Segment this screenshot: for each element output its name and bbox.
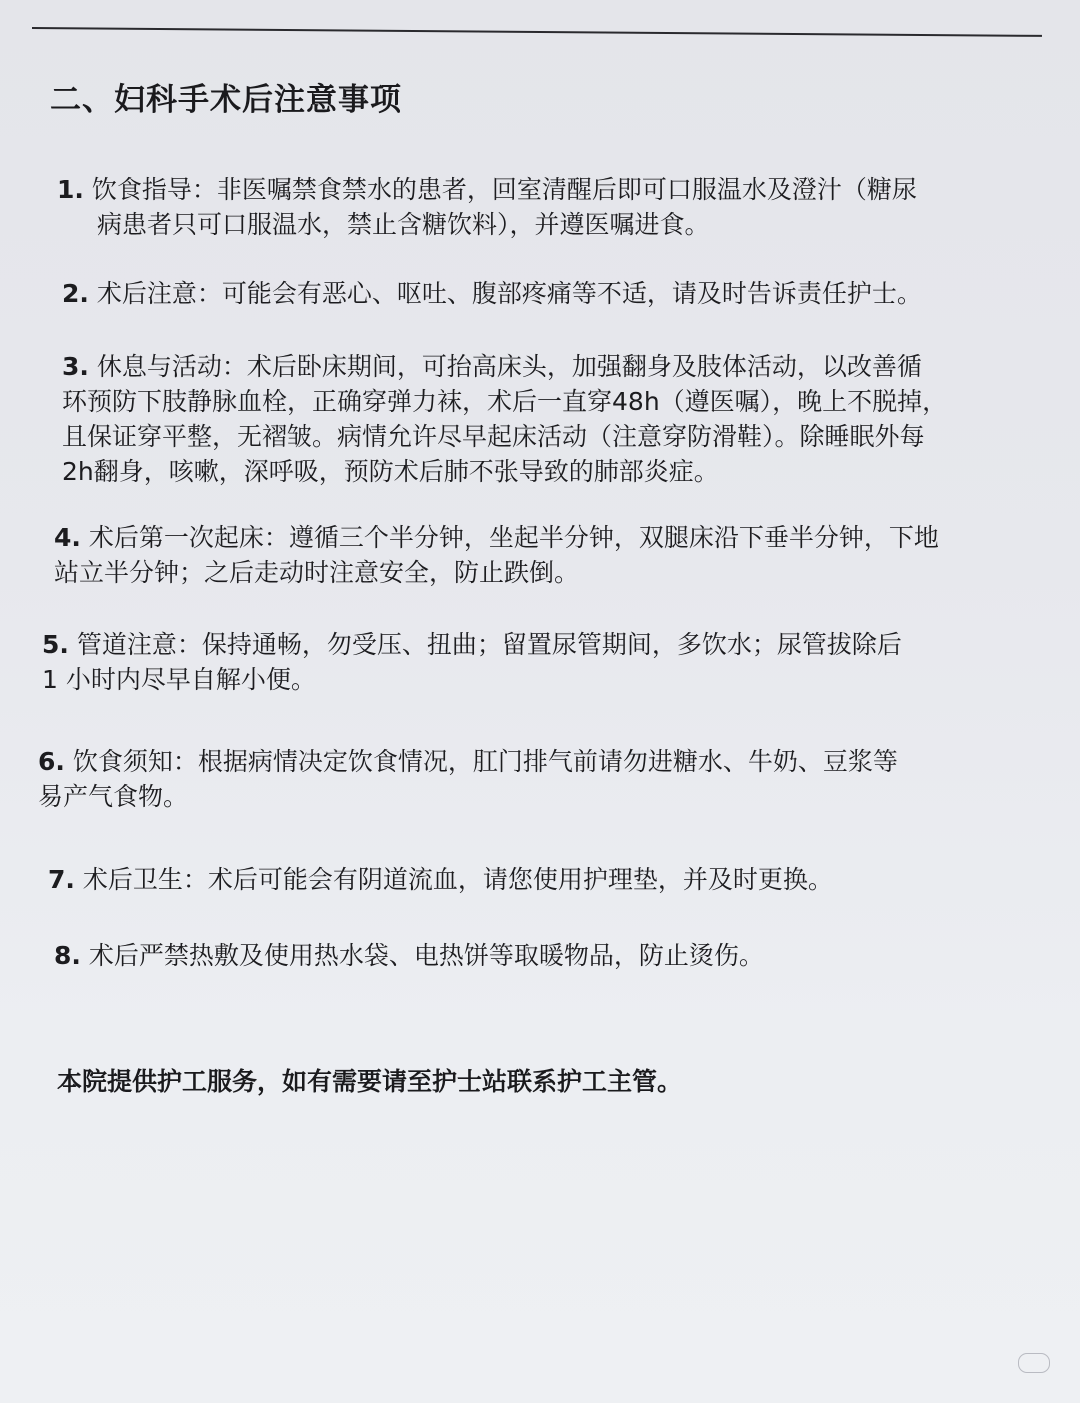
item-3-line-4 <box>62 454 947 489</box>
item-4-text-1: 术后第一次起床：遵循三个半分钟，坐起半分钟，双腿床沿下垂半分钟，下地 <box>88 523 939 552</box>
item-3-text-3: 且保证穿平整，无褶皱。病情允许尽早起床活动（注意穿防滑鞋）。除睡眠外每 <box>62 422 925 451</box>
item-6-text-2: 易产气食物。 <box>38 782 189 811</box>
item-1-text-2: 病患者只可口服温水，禁止含糖饮料），并遵医嘱进食。 <box>97 210 710 239</box>
item-4-line-1 <box>54 520 939 555</box>
item-7-number: 7. <box>48 865 75 894</box>
list-item-2 <box>62 276 922 311</box>
list-item-6 <box>38 744 898 814</box>
item-7-line-1 <box>48 862 833 897</box>
top-rule-divider <box>32 27 1042 37</box>
item-3-text-1: 休息与活动：术后卧床期间，可抬高床头，加强翻身及肢体活动，以改善循 <box>96 352 922 381</box>
item-6-line-1 <box>38 744 898 779</box>
item-5-text-1: 管道注意：保持通畅，勿受压、扭曲；留置尿管期间，多饮水；尿管拔除后 <box>76 630 902 659</box>
item-3-text-4: 2h翻身，咳嗽，深呼吸，预防术后肺不张导致的肺部炎症。 <box>62 457 719 486</box>
item-2-number: 2. <box>62 279 89 308</box>
item-3-line-2 <box>62 384 947 419</box>
footer-note: 本院提供护工服务，如有需要请至护士站联系护工主管。 <box>57 1067 683 1096</box>
list-item-7 <box>48 862 833 897</box>
item-3-line-1 <box>62 349 947 384</box>
item-4-line-2 <box>54 555 939 590</box>
item-5-number: 5. <box>42 630 69 659</box>
item-1-text-1: 饮食指导：非医嘱禁食禁水的患者，回室清醒后即可口服温水及澄汁（糖尿 <box>91 175 917 204</box>
list-item-8 <box>54 938 764 973</box>
document-title: 二、妇科手术后注意事项 <box>50 82 402 118</box>
list-item-3 <box>62 349 947 489</box>
item-8-number: 8. <box>54 941 81 970</box>
item-2-line-1 <box>62 276 922 311</box>
item-5-line-1 <box>42 627 902 662</box>
item-6-text-1: 饮食须知：根据病情决定饮食情况，肛门排气前请勿进糖水、牛奶、豆浆等 <box>72 747 898 776</box>
item-6-line-2 <box>38 779 898 814</box>
item-4-text-2: 站立半分钟；之后走动时注意安全，防止跌倒。 <box>54 558 580 587</box>
item-3-number: 3. <box>62 352 89 381</box>
item-1-number: 1. <box>57 175 84 204</box>
watermark-logo-icon <box>1018 1353 1050 1373</box>
item-2-text-1: 术后注意：可能会有恶心、呕吐、腹部疼痛等不适，请及时告诉责任护士。 <box>96 279 922 308</box>
item-6-number: 6. <box>38 747 65 776</box>
item-8-line-1 <box>54 938 764 973</box>
item-1-line-2 <box>57 207 917 242</box>
item-8-text-1: 术后严禁热敷及使用热水袋、电热饼等取暖物品，防止烫伤。 <box>88 941 764 970</box>
item-1-line-1 <box>57 172 917 207</box>
item-5-line-2 <box>42 662 902 697</box>
list-item-4 <box>54 520 939 590</box>
item-3-line-3 <box>62 419 947 454</box>
item-7-text-1: 术后卫生：术后可能会有阴道流血，请您使用护理垫，并及时更换。 <box>82 865 833 894</box>
item-4-number: 4. <box>54 523 81 552</box>
list-item-5 <box>42 627 902 697</box>
item-5-text-2: 1 小时内尽早自解小便。 <box>42 665 316 694</box>
item-3-text-2: 环预防下肢静脉血栓，正确穿弹力袜，术后一直穿48h（遵医嘱），晚上不脱掉， <box>62 387 948 416</box>
list-item-1 <box>57 172 917 242</box>
